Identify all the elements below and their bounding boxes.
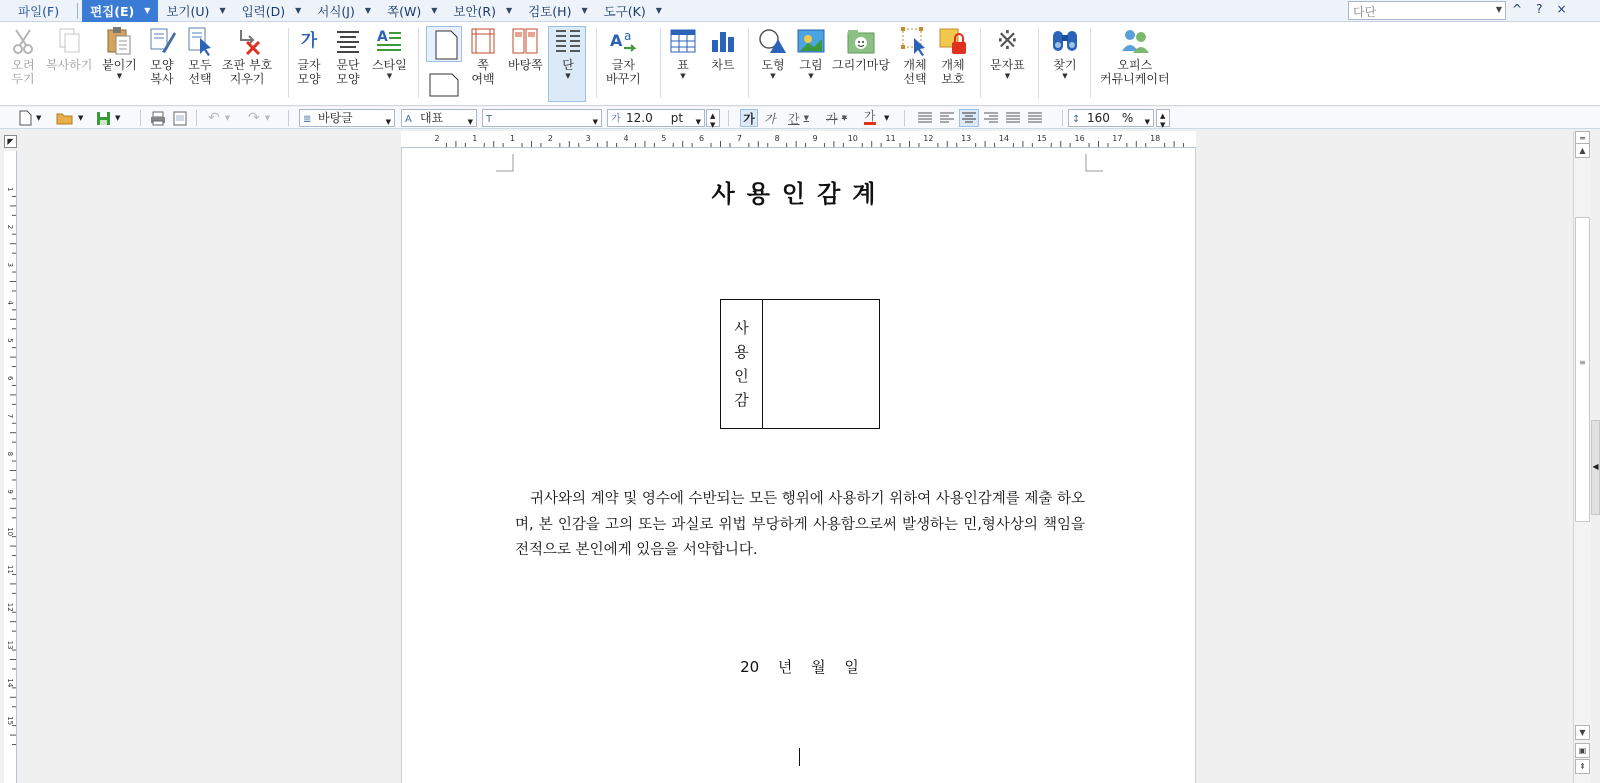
align-left-button[interactable] xyxy=(940,109,954,127)
column-button[interactable] xyxy=(553,26,583,80)
pledge-paragraph: 귀사와의 계약 및 영수에 수반되는 모든 행위에 사용하기 위하여 사용인감계를 제출 하오며, 본 인감을 고의 또는 과실로 위법 부당하게 사용함으로써 발생하는 민,형사상의 책임을 전적으로 본인에게 있음을 서약합니다. xyxy=(515,491,1085,558)
object-protect-button[interactable] xyxy=(938,26,968,86)
chevron-down-icon: ▼ xyxy=(224,114,231,122)
chevron-down-icon: ▼ xyxy=(770,72,776,80)
chevron-down-icon: ▼ xyxy=(431,6,438,15)
chevron-down-icon: ▼ xyxy=(144,6,151,15)
bold-label: 가 xyxy=(743,111,755,126)
menu-security[interactable] xyxy=(445,0,520,22)
menu-edit-label: 편집(E) xyxy=(90,3,135,19)
chevron-up-icon[interactable]: ▲ xyxy=(710,112,716,120)
chevron-down-icon: ▼ xyxy=(467,118,473,126)
new-document-button[interactable] xyxy=(18,109,41,127)
scissors-icon xyxy=(8,26,38,56)
align-justify-button[interactable] xyxy=(918,109,932,127)
strikethrough-button[interactable] xyxy=(826,109,847,127)
chevron-down-icon: ▼ xyxy=(565,72,571,80)
chevron-down-icon[interactable]: ▼ xyxy=(1495,5,1502,14)
style-icon: ≣ xyxy=(303,114,312,125)
seal-box xyxy=(720,299,880,429)
align-center-button[interactable] xyxy=(959,109,979,127)
page-icon xyxy=(427,27,463,63)
ruler-label: 13 xyxy=(6,640,14,650)
object-select-label: 개체 선택 xyxy=(903,58,927,86)
cut-label: 오려 두기 xyxy=(11,58,35,86)
menu-review-label: 검토(H) xyxy=(528,3,572,19)
command-search-input[interactable] xyxy=(1348,1,1506,20)
ruler-label: 14 xyxy=(998,134,1010,143)
chevron-down-icon: ▼ xyxy=(505,6,513,15)
bar-chart-icon xyxy=(708,26,738,56)
ruler-label: 4 xyxy=(623,134,629,143)
shape-button[interactable] xyxy=(758,26,788,80)
master-page-icon xyxy=(510,26,540,56)
drawing-gallery-label: 그리기마당 xyxy=(832,58,890,72)
printer-icon xyxy=(150,111,166,126)
toolbar-separator xyxy=(140,110,141,126)
font-size-icon: 가 xyxy=(611,114,621,125)
style-select[interactable] xyxy=(299,109,395,127)
ruler-label: 15 xyxy=(1036,134,1047,143)
ribbon-separator xyxy=(1038,28,1039,98)
columns-icon xyxy=(553,26,583,56)
ruler-label: 7 xyxy=(736,134,742,143)
office-communicator-button[interactable] xyxy=(1100,26,1170,86)
print-preview-icon xyxy=(172,111,188,126)
page-view-button[interactable]: ▣ xyxy=(1575,743,1590,758)
menu-insert-label: 입력(D) xyxy=(241,3,286,19)
ribbon xyxy=(0,22,1600,106)
ruler-label: 8 xyxy=(774,134,780,143)
text-caret xyxy=(799,748,800,766)
shapes-icon xyxy=(758,26,788,56)
shape-label: 도형 xyxy=(761,58,785,72)
ribbon-separator xyxy=(596,28,597,98)
ruler-label: 6 xyxy=(699,134,705,143)
menu-page[interactable] xyxy=(379,0,445,22)
search-placeholder: 다단 xyxy=(1353,5,1377,19)
ruler-label: 15 xyxy=(6,716,14,726)
ruler-label: 2 xyxy=(434,134,440,143)
page-margin-button[interactable] xyxy=(468,26,498,86)
ribbon-separator xyxy=(660,28,661,98)
menu-tools-label: 도구(K) xyxy=(603,3,646,19)
toolbar-separator xyxy=(288,110,289,126)
ruler-label: 14 xyxy=(6,678,14,688)
ribbon-separator xyxy=(1090,28,1091,98)
chevron-down-icon: ▼ xyxy=(841,114,847,122)
style-icon xyxy=(374,26,404,56)
toolbar-separator xyxy=(904,110,905,126)
symbols-button[interactable] xyxy=(990,26,1025,80)
undo-button[interactable] xyxy=(208,109,230,127)
find-label: 찾기 xyxy=(1053,58,1077,72)
align-justify-icon xyxy=(918,112,932,124)
font-unit-value: pt xyxy=(670,111,684,125)
ribbon-separator xyxy=(980,28,981,98)
font-name-select[interactable] xyxy=(482,109,602,127)
style-select-value: 바탕글 xyxy=(318,111,353,125)
align-split-button[interactable] xyxy=(1028,109,1042,127)
ribbon-separator xyxy=(748,28,749,98)
ruler-label: 2 xyxy=(6,224,14,230)
master-page-label: 바탕쪽 xyxy=(508,58,543,72)
format-copy-label: 모양 복사 xyxy=(150,58,174,86)
seal-label xyxy=(721,300,763,428)
redo-icon: ↷ xyxy=(248,110,260,126)
replace-text-icon xyxy=(608,26,638,56)
italic-button[interactable] xyxy=(764,109,776,127)
ruler-label: 11 xyxy=(885,134,896,143)
ruler-label: 3 xyxy=(6,262,14,268)
picture-label: 그림 xyxy=(799,58,823,72)
menu-format[interactable] xyxy=(309,0,379,22)
chevron-down-icon: ▼ xyxy=(1062,72,1068,80)
font-language-icon: A xyxy=(405,114,412,125)
chevron-down-icon: ▼ xyxy=(1144,118,1150,126)
truetype-font-icon: T xyxy=(486,114,493,125)
scroll-up-button[interactable]: ▲ xyxy=(1575,143,1590,158)
char-shape-icon: 가 xyxy=(300,31,318,51)
ribbon-separator xyxy=(418,28,419,98)
align-center-icon xyxy=(962,112,976,124)
vertical-ruler[interactable] xyxy=(4,151,17,783)
menu-edit[interactable] xyxy=(82,0,158,22)
ruler-label: 11 xyxy=(6,565,14,574)
format-copy-button[interactable] xyxy=(147,26,177,86)
paste-label: 붙이기 xyxy=(102,58,137,72)
picture-button[interactable] xyxy=(796,26,826,80)
open-button[interactable] xyxy=(56,109,83,127)
previous-page-button[interactable]: ⇞ xyxy=(1575,759,1590,774)
menu-separator xyxy=(77,3,78,19)
page-margin-icon xyxy=(468,26,498,56)
ruler-label: 16 xyxy=(1074,134,1085,143)
horizontal-ruler[interactable] xyxy=(401,131,1196,148)
menu-view-label: 보기(U) xyxy=(166,3,210,19)
chevron-down-icon: ▼ xyxy=(385,118,391,126)
ribbon-separator xyxy=(288,28,289,98)
chevron-up-icon[interactable]: ▲ xyxy=(1160,112,1166,120)
lock-icon xyxy=(938,26,968,56)
ruler-label: 9 xyxy=(6,489,14,494)
font-language-value: 대표 xyxy=(420,111,444,125)
paste-button[interactable] xyxy=(102,26,137,80)
chevron-down-icon: ▼ xyxy=(264,114,271,122)
ruler-label: 4 xyxy=(6,300,14,305)
symbols-label: 문자표 xyxy=(990,58,1025,72)
char-shape-label: 글자 모양 xyxy=(297,58,321,86)
paste-icon xyxy=(104,26,134,56)
ribbon-collapse-button[interactable]: ^ xyxy=(1512,2,1523,16)
paragraph-icon xyxy=(333,26,363,56)
chevron-down-icon: ▼ xyxy=(295,6,302,15)
object-select-button[interactable] xyxy=(900,26,930,86)
object-select-icon xyxy=(900,26,930,56)
copy-label: 복사하기 xyxy=(46,58,93,72)
close-button[interactable]: × xyxy=(1556,2,1567,16)
drawing-gallery-icon xyxy=(846,26,876,56)
chevron-down-icon[interactable]: ▼ xyxy=(710,121,716,129)
scroll-down-button[interactable]: ▼ xyxy=(1575,725,1590,740)
line-spacing-unit: % xyxy=(1121,111,1134,125)
style-label: 스타일 xyxy=(372,58,407,72)
ruler-label: 18 xyxy=(1150,134,1161,143)
font-language-select[interactable] xyxy=(401,109,477,127)
picture-icon xyxy=(796,26,826,56)
clear-marks-label: 조판 부호 지우기 xyxy=(222,58,273,86)
chevron-down-icon: ▼ xyxy=(680,72,686,80)
select-all-icon xyxy=(185,26,215,56)
ruler-label: 1 xyxy=(6,187,14,192)
menu-format-label: 서식(J) xyxy=(317,3,355,19)
chevron-down-icon: ▼ xyxy=(386,72,393,80)
chevron-down-icon: ▼ xyxy=(364,6,372,15)
char-shape-button[interactable] xyxy=(294,26,324,86)
undo-icon: ↶ xyxy=(208,110,220,126)
print-button[interactable] xyxy=(150,109,166,127)
symbols-icon: ※ xyxy=(996,26,1019,56)
window-buttons xyxy=(1512,2,1567,16)
toolbar-separator xyxy=(728,110,729,126)
copy-icon xyxy=(54,26,84,56)
help-button[interactable]: ? xyxy=(1536,2,1543,16)
save-button[interactable] xyxy=(96,109,120,127)
chevron-down-icon: ▼ xyxy=(592,118,598,126)
svg-text:A: A xyxy=(610,31,623,50)
drawing-gallery-button[interactable] xyxy=(832,26,890,72)
align-distribute-button[interactable] xyxy=(1006,109,1020,127)
line-spacing-field[interactable] xyxy=(1068,109,1154,127)
column-label: 단 xyxy=(562,58,574,72)
font-color-label: 가 xyxy=(864,109,876,123)
page-setup-button[interactable] xyxy=(426,26,462,62)
char-change-label: 글자 바꾸기 xyxy=(606,58,641,86)
toolbar-separator xyxy=(196,110,197,126)
ruler-label: 9 xyxy=(812,134,818,143)
chevron-down-icon: ▼ xyxy=(581,6,588,15)
ruler-label: 8 xyxy=(6,451,14,457)
chevron-down-icon: ▼ xyxy=(219,6,226,15)
ruler-label: 7 xyxy=(6,413,14,419)
crop-mark-top-right xyxy=(1085,154,1103,172)
binoculars-icon xyxy=(1050,26,1080,56)
print-preview-button[interactable] xyxy=(172,109,188,127)
table-button[interactable] xyxy=(668,26,698,80)
clear-marks-button[interactable] xyxy=(222,26,272,86)
formatting-toolbar xyxy=(0,107,1600,129)
chevron-down-icon: ▼ xyxy=(116,72,123,80)
seal-label-char: 감 xyxy=(734,391,749,409)
cut-button[interactable] xyxy=(8,26,38,86)
new-document-icon xyxy=(18,110,32,126)
select-all-label: 모두 선택 xyxy=(188,58,212,86)
save-icon xyxy=(96,111,111,126)
menu-page-label: 쪽(W) xyxy=(387,3,422,19)
menu-review[interactable] xyxy=(520,0,595,22)
ruler-label: 6 xyxy=(6,376,14,381)
menu-security-label: 보안(R) xyxy=(453,3,496,19)
ruler-label: 5 xyxy=(6,338,14,343)
chevron-down-icon: ▼ xyxy=(803,114,809,122)
ruler-label: 12 xyxy=(6,602,14,612)
underline-button[interactable] xyxy=(788,109,809,127)
ruler-ticks xyxy=(401,131,1196,148)
document-page[interactable] xyxy=(401,148,1196,783)
para-shape-label: 문단 모양 xyxy=(336,58,360,86)
document-title: 사용인감계 xyxy=(711,180,888,208)
master-page-button[interactable] xyxy=(508,26,543,72)
chevron-down-icon: ▼ xyxy=(808,72,814,80)
font-size-field[interactable] xyxy=(607,109,705,127)
copy-button[interactable] xyxy=(46,26,92,72)
format-painter-icon xyxy=(147,26,177,56)
menu-view[interactable] xyxy=(158,0,233,22)
menu-insert[interactable] xyxy=(234,0,310,22)
folder-open-icon xyxy=(56,111,74,125)
find-button[interactable] xyxy=(1050,26,1080,80)
ruler-label: 10 xyxy=(847,134,858,143)
chart-label: 차트 xyxy=(711,58,735,72)
align-right-icon xyxy=(984,112,998,124)
underline-label: 간 xyxy=(788,111,800,126)
chevron-down-icon: ▼ xyxy=(695,118,701,126)
people-icon xyxy=(1120,26,1150,56)
align-left-icon xyxy=(940,112,954,124)
crop-mark-top-left xyxy=(496,154,514,172)
chevron-down-icon[interactable]: ▼ xyxy=(1160,121,1166,129)
ruler-label: 1 xyxy=(510,134,516,143)
seal-label-char: 용 xyxy=(734,343,749,361)
line-spacing-icon: ↕ xyxy=(1072,114,1081,125)
scroll-thumb[interactable] xyxy=(1575,217,1590,522)
table-label: 표 xyxy=(677,58,689,72)
char-change-button[interactable] xyxy=(606,26,641,86)
menu-tools[interactable] xyxy=(596,0,670,22)
ruler-label: 2 xyxy=(547,134,553,143)
redo-button[interactable] xyxy=(248,109,270,127)
style-button[interactable] xyxy=(372,26,407,80)
svg-text:A: A xyxy=(377,29,389,45)
chevron-down-icon: ▼ xyxy=(36,114,42,122)
ruler-label: 13 xyxy=(961,134,972,143)
object-protect-label: 개체 보호 xyxy=(941,58,965,86)
side-panel-toggle[interactable]: ◀ xyxy=(1591,420,1600,515)
grip-icon: ≡ xyxy=(1579,358,1586,367)
vertical-scrollbar[interactable] xyxy=(1573,131,1591,783)
ruler-label: 17 xyxy=(1112,134,1123,143)
menu-file[interactable] xyxy=(0,0,73,22)
landscape-page-icon xyxy=(426,68,462,100)
ruler-label: 5 xyxy=(661,134,667,143)
page-orientation-button[interactable] xyxy=(426,68,462,100)
split-handle[interactable]: ═ xyxy=(1575,131,1590,146)
italic-label: 가 xyxy=(764,111,776,126)
strikethrough-label: 가 xyxy=(826,111,838,126)
ruler-label: 10 xyxy=(6,527,14,537)
line-spacing-stepper[interactable] xyxy=(1156,109,1170,127)
line-spacing-value: 160 xyxy=(1087,111,1110,125)
font-size-value: 12.0 xyxy=(626,111,653,125)
font-color-dropdown[interactable] xyxy=(884,109,889,127)
font-size-stepper[interactable] xyxy=(706,109,720,127)
para-shape-button[interactable] xyxy=(333,26,363,86)
ruler-label: 1 xyxy=(472,134,478,143)
chevron-down-icon: ▼ xyxy=(1004,72,1011,80)
font-color-button[interactable] xyxy=(864,109,876,125)
ruler-label: 3 xyxy=(585,134,591,143)
ruler-corner-button[interactable]: ◤ xyxy=(4,135,17,148)
seal-label-char: 사 xyxy=(734,319,749,337)
chevron-down-icon: ▼ xyxy=(655,6,662,15)
office-communicator-label: 오피스 커뮤니케이터 xyxy=(1100,58,1170,86)
clear-marks-icon xyxy=(232,26,262,56)
bold-button[interactable] xyxy=(740,109,758,127)
align-distribute-icon xyxy=(1006,112,1020,124)
svg-text:a: a xyxy=(624,29,632,43)
table-icon xyxy=(668,26,698,56)
seal-label-char: 인 xyxy=(734,367,749,385)
ruler-label: 12 xyxy=(923,134,934,143)
chevron-down-icon: ▼ xyxy=(884,114,890,122)
date-line: 20 년 월 일 xyxy=(740,658,859,676)
chevron-down-icon: ▼ xyxy=(115,114,121,122)
menu-file-label: 파일(F) xyxy=(18,3,60,19)
chart-button[interactable] xyxy=(708,26,738,72)
ruler-ticks xyxy=(4,151,17,783)
align-split-icon xyxy=(1028,112,1042,124)
chevron-down-icon: ▼ xyxy=(78,114,84,122)
align-right-button[interactable] xyxy=(984,109,998,127)
select-all-button[interactable] xyxy=(185,26,215,86)
page-margin-label: 쪽 여백 xyxy=(471,58,495,86)
toolbar-separator xyxy=(1062,110,1063,126)
